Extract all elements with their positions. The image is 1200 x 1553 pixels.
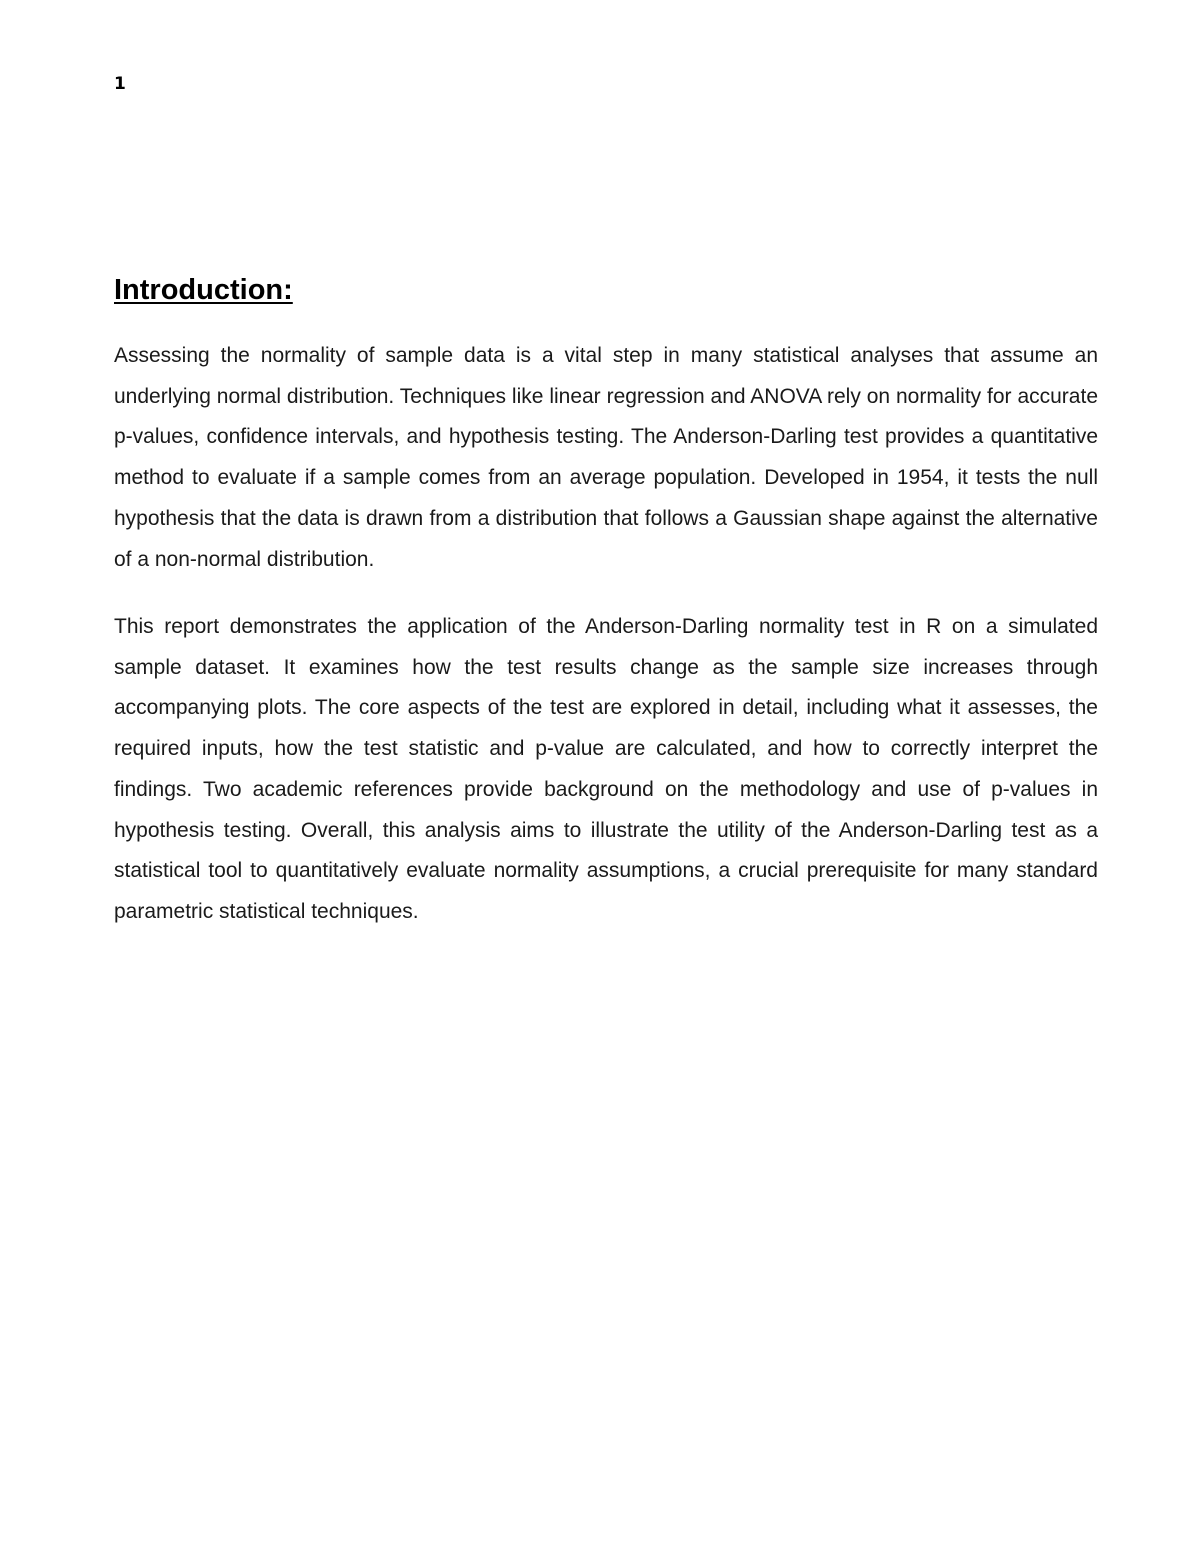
paragraph-2: This report demonstrates the application of the Anderson-Darling normality test in R on a simulated sample dataset. It examines how the test results change as the sample size increases through accompanying plots. The core aspects of the test are explored in detail, including what it assesses, the required inputs, how the test statistic and p-value are calculated, and how to correctly interpret the findings. Two academic references provide background on the methodology and use of p-values in hypothesis testing. Overall, this analysis aims to illustrate the utility of the Anderson-Darling test as a statistical tool to quantitatively evaluate normality assumptions, a crucial prerequisite for many standard parametric statistical techniques. bbox=[114, 615, 1098, 923]
section-heading: Introduction: bbox=[114, 274, 293, 306]
paragraph-1: Assessing the normality of sample data is a vital step in many statistical analyses that assume an underlying normal distribution. Techniques like linear regression and ANOVA rely on normality for accurate p-values, confidence intervals, and hypothesis testing. The Anderson-Darling test provides a quantitative method to evaluate if a sample comes from an average population. Developed in 1954, it tests the null hypothesis that the data is drawn from a distribution that follows a Gaussian shape against the alternative of a non-normal distribution. bbox=[114, 344, 1098, 571]
page-number: 1 bbox=[114, 74, 126, 94]
